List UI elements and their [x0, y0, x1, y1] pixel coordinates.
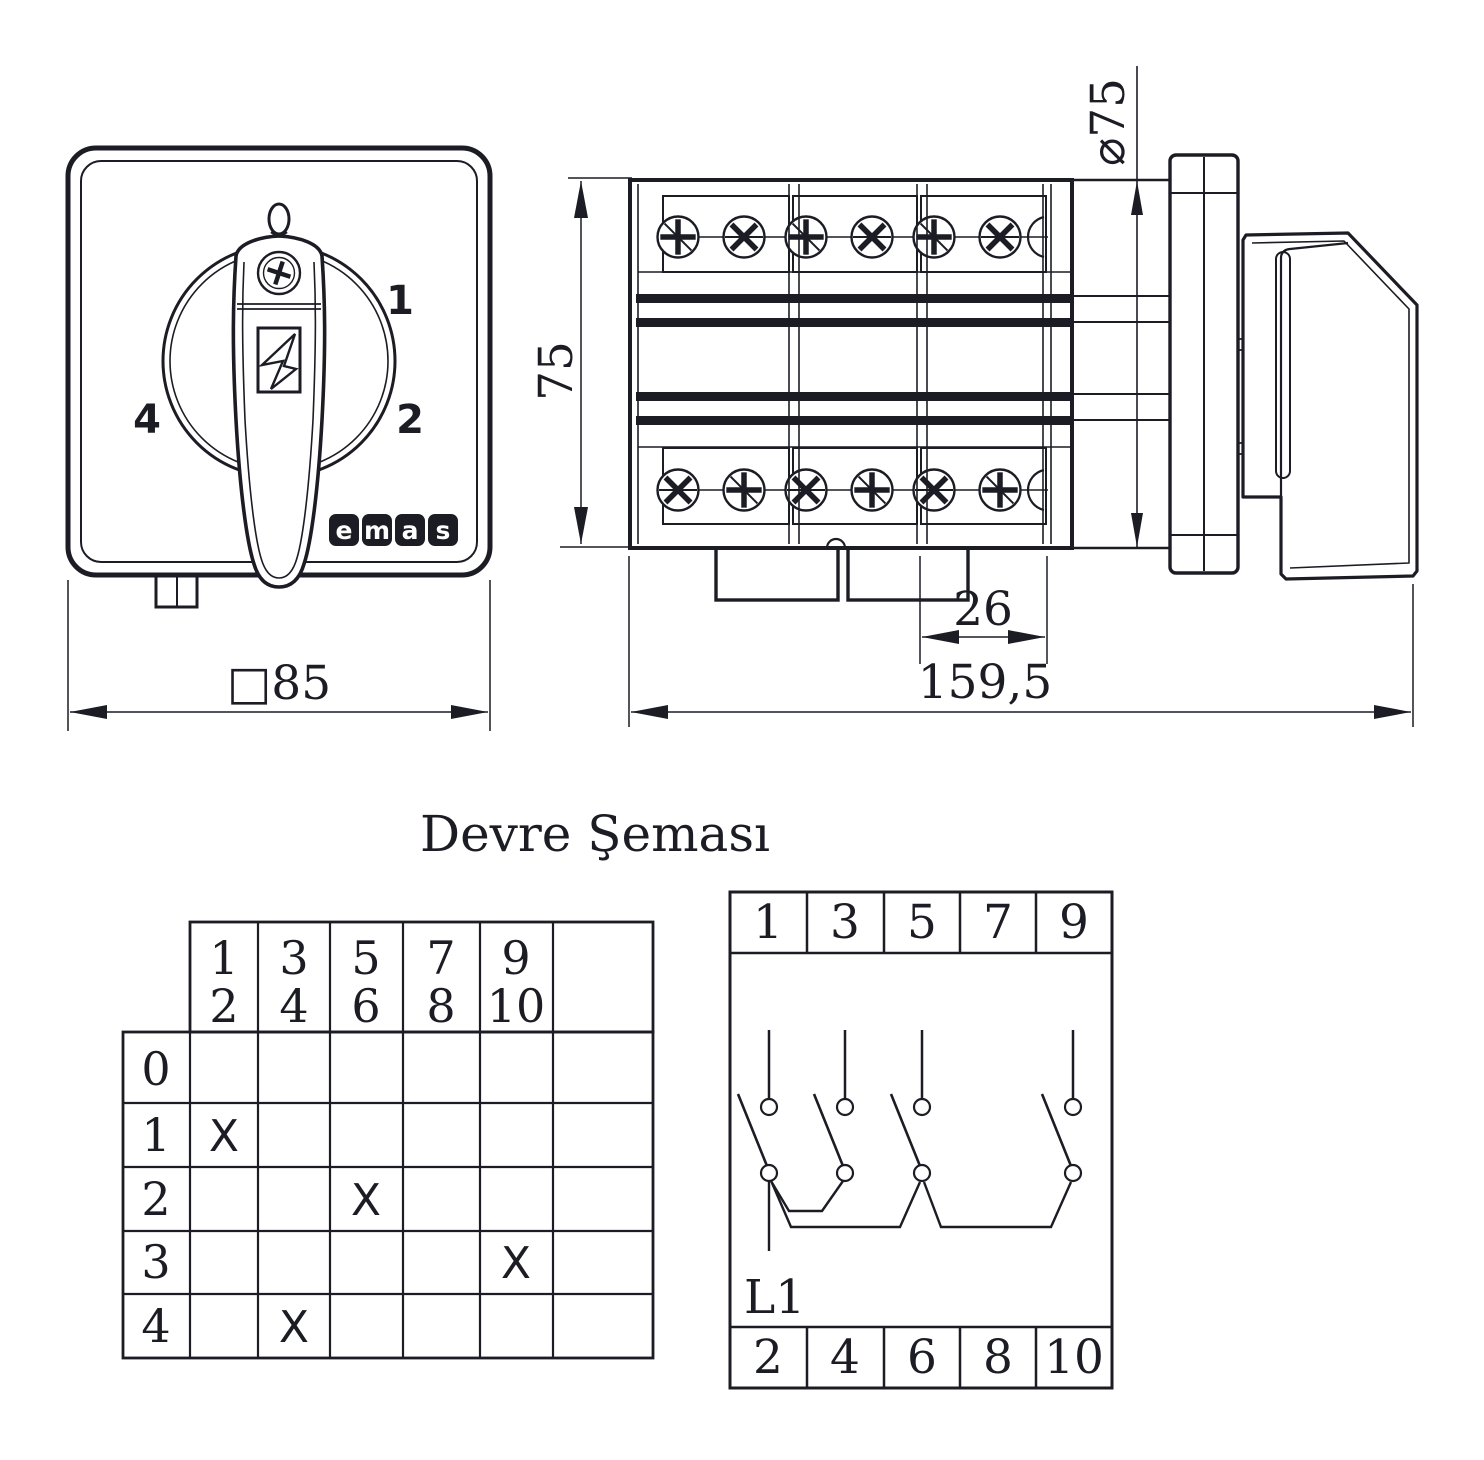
svg-text:2: 2 — [753, 1330, 783, 1385]
table-body — [123, 1032, 653, 1358]
svg-text:X: X — [208, 1111, 240, 1162]
cam-stack-bars — [636, 294, 1072, 425]
dim-height-label: 75 — [529, 341, 584, 401]
rotary-knob — [163, 204, 395, 587]
svg-text:4: 4 — [830, 1330, 860, 1385]
svg-text:X: X — [500, 1238, 532, 1289]
logo-letter-a: a — [401, 516, 419, 545]
side-view-drawing — [529, 66, 1417, 727]
svg-text:X: X — [350, 1175, 382, 1226]
dim-front-width-label: □85 — [226, 656, 332, 711]
svg-text:3: 3 — [830, 895, 860, 950]
front-view-drawing — [68, 148, 490, 731]
circuit-diagram — [730, 892, 1112, 1388]
pole-9 — [1042, 1030, 1081, 1181]
svg-text:3: 3 — [279, 931, 309, 985]
svg-text:10: 10 — [486, 979, 546, 1033]
svg-text:1: 1 — [141, 1108, 171, 1162]
dim-total-length-label: 159,5 — [917, 655, 1053, 710]
table-header-band — [190, 922, 653, 1032]
svg-text:10: 10 — [1044, 1330, 1104, 1385]
knob-position-2: 2 — [396, 397, 424, 443]
svg-text:1: 1 — [753, 895, 783, 950]
svg-text:4: 4 — [279, 979, 309, 1033]
height-dimension-75 — [529, 178, 632, 547]
svg-text:7: 7 — [983, 895, 1013, 950]
side-handle-profile — [1238, 233, 1417, 579]
svg-text:8: 8 — [983, 1330, 1013, 1385]
knob-position-4: 4 — [133, 397, 161, 443]
svg-text:1: 1 — [209, 931, 239, 985]
svg-text:4: 4 — [141, 1299, 171, 1353]
dim-foot-spacing-label: 26 — [953, 582, 1013, 637]
switch-poles — [738, 1030, 1081, 1181]
svg-text:3: 3 — [141, 1235, 171, 1289]
pole-5 — [891, 1030, 930, 1181]
svg-text:9: 9 — [501, 931, 531, 985]
svg-text:8: 8 — [426, 979, 456, 1033]
logo-letter-s: s — [435, 516, 451, 545]
svg-text:0: 0 — [141, 1042, 171, 1096]
logo-letter-e: e — [335, 516, 353, 545]
pole-1 — [738, 1030, 777, 1181]
logo-letter-m: m — [363, 516, 391, 545]
emas-logo — [329, 514, 458, 546]
circuit-top-terminal-labels — [753, 895, 1089, 950]
table-row-labels — [141, 1042, 170, 1353]
seal-hook-loop — [269, 204, 289, 234]
svg-text:5: 5 — [907, 895, 937, 950]
svg-text:5: 5 — [351, 931, 381, 985]
svg-text:7: 7 — [426, 931, 456, 985]
phase-label: L1 — [744, 1270, 806, 1325]
svg-text:2: 2 — [141, 1172, 171, 1226]
foot-spacing-dimension-26 — [920, 556, 1047, 664]
total-length-dimension — [629, 556, 1413, 727]
svg-text:6: 6 — [351, 979, 381, 1033]
svg-text:X: X — [278, 1302, 310, 1353]
diameter-dimension-75 — [1081, 66, 1143, 548]
shaft-neck — [1072, 180, 1170, 548]
circuit-bottom-terminal-labels — [753, 1330, 1104, 1385]
circuit-schema-title: Devre Şeması — [419, 805, 771, 863]
pole-3 — [814, 1030, 853, 1181]
svg-text:6: 6 — [907, 1330, 937, 1385]
front-width-dimension — [68, 580, 490, 731]
svg-text:2: 2 — [209, 979, 239, 1033]
table-header-contact-pairs — [209, 931, 545, 1033]
mounting-tab — [156, 576, 197, 607]
common-bus-links — [769, 1181, 1071, 1251]
svg-text:9: 9 — [1059, 895, 1089, 950]
mounting-plate — [1170, 155, 1238, 573]
switch-position-table — [123, 922, 653, 1358]
knob-position-1: 1 — [386, 278, 414, 324]
dim-diameter-label: ⌀75 — [1081, 77, 1136, 167]
